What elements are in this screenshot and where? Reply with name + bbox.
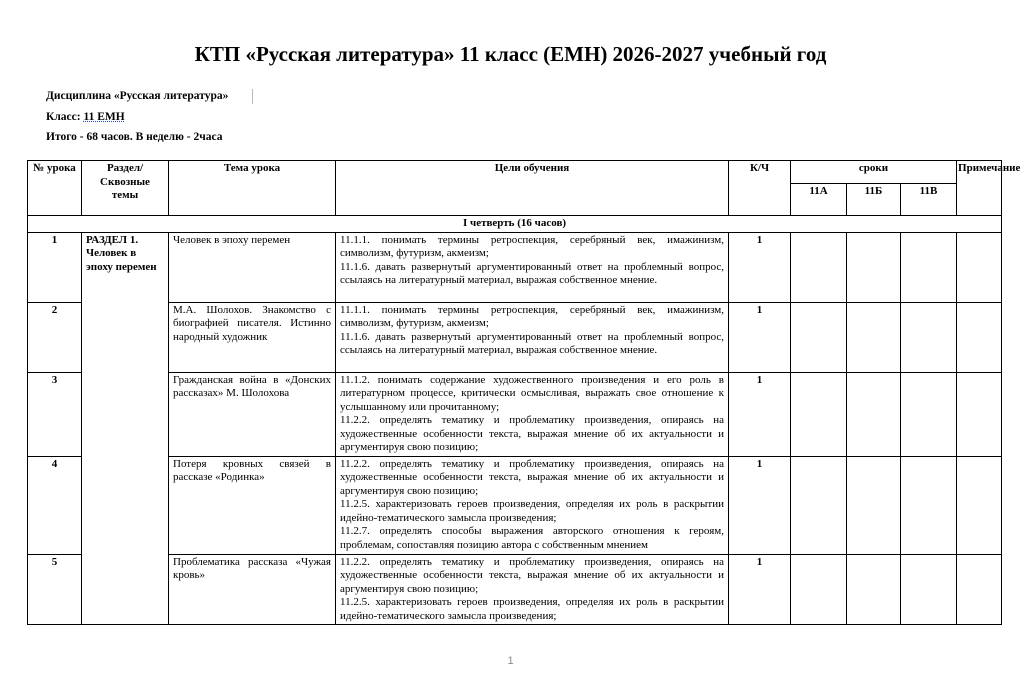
class-value: 11 ЕМН	[83, 111, 125, 123]
goal-item: 11.1.1. понимать термины ретроспекция, серебряный век, имажинизм, символизм, футуризм, акмеизм;	[340, 233, 724, 259]
lesson-topic: Проблематика рассказа «Чужая кровь»	[169, 554, 336, 625]
lesson-topic: М.А. Шолохов. Знакомство с биографией писателя. Истинно народный художник	[169, 302, 336, 372]
header-num: № урока	[28, 161, 82, 216]
lesson-goals	[336, 232, 729, 302]
date-cell-a[interactable]	[791, 302, 847, 372]
total-hours-line: Итого - 68 часов. В неделю - 2часа	[46, 131, 223, 143]
table-row	[28, 302, 1002, 372]
lesson-goals	[336, 372, 729, 456]
header-date-b: 11Б	[847, 184, 901, 216]
quarter-label: I четверть (16 часов)	[28, 216, 1002, 233]
lesson-goals	[336, 302, 729, 372]
notes-cell[interactable]	[957, 456, 1002, 554]
class-line	[46, 111, 125, 123]
date-cell-b[interactable]	[847, 232, 901, 302]
date-cell-a[interactable]	[791, 232, 847, 302]
date-cell-c[interactable]	[901, 302, 957, 372]
lesson-number: 5	[28, 554, 82, 625]
header-section: Раздел/ Сквозные темы	[82, 161, 169, 216]
lesson-number: 4	[28, 456, 82, 554]
header-notes-text: Примечание	[958, 162, 1021, 174]
table-row	[28, 372, 1002, 456]
date-cell-a[interactable]	[791, 554, 847, 625]
lesson-hours: 1	[729, 372, 791, 456]
document-title: КТП «Русская литература» 11 класс (ЕМН) 2026-2027 учебный год	[194, 42, 827, 66]
header-goals: Цели обучения	[336, 161, 729, 216]
goal-item: 11.2.2. определять тематику и проблематику произведения, опираясь на художественные особенности текста, выражая мнение об их актуальности и аргументируя свою позицию;	[340, 414, 724, 453]
text-cursor	[252, 89, 253, 104]
page-number: 1	[507, 655, 514, 667]
notes-cell[interactable]	[957, 372, 1002, 456]
goal-item: 11.2.5. характеризовать героев произведения, определяя их роль в раскрытии идейно-тематического замысла произведения;	[340, 596, 724, 622]
class-label: Класс:	[46, 111, 84, 123]
notes-cell[interactable]	[957, 554, 1002, 625]
date-cell-b[interactable]	[847, 554, 901, 625]
lesson-goals	[336, 554, 729, 625]
date-cell-a[interactable]	[791, 456, 847, 554]
date-cell-c[interactable]	[901, 372, 957, 456]
header-topic: Тема урока	[169, 161, 336, 216]
table-row	[28, 232, 1002, 302]
quarter-row	[28, 216, 1002, 233]
lesson-hours: 1	[729, 232, 791, 302]
date-cell-b[interactable]	[847, 456, 901, 554]
lesson-number: 3	[28, 372, 82, 456]
header-date-c: 11В	[901, 184, 957, 216]
header-row	[28, 161, 1002, 184]
date-cell-c[interactable]	[901, 232, 957, 302]
lesson-plan-table	[27, 160, 1021, 625]
lesson-number: 1	[28, 232, 82, 302]
lesson-topic: Гражданская война в «Донских рассказах» М. Шолохова	[169, 372, 336, 456]
date-cell-a[interactable]	[791, 372, 847, 456]
goal-item: 11.2.7. определять способы выражения авторского отношения к героям, проблемам, сопоставляя позицию автора с собственным мнением	[340, 525, 724, 551]
goal-item: 11.2.2. определять тематику и проблематику произведения, опираясь на художественные особенности текста, выражая мнение об их актуальности и аргументируя свою позицию;	[340, 555, 724, 595]
date-cell-c[interactable]	[901, 456, 957, 554]
goal-item: 11.1.6. давать развернутый аргументированный ответ на проблемный вопрос, ссылаясь на литературный материал, выражая собственное мнение.	[340, 260, 724, 286]
lesson-hours: 1	[729, 554, 791, 625]
header-hours: К/Ч	[729, 161, 791, 216]
goal-item: 11.1.1. понимать термины ретроспекция, серебряный век, имажинизм, символизм, футуризм, акмеизм;	[340, 303, 724, 329]
table-row	[28, 456, 1002, 554]
header-notes	[957, 161, 1021, 216]
goal-item: 11.1.2. понимать содержание художественного произведения и его роль в литературном процессе, критически осмысливая, выражать свое отношение к услышанному или прочитанному;	[340, 373, 724, 413]
date-cell-b[interactable]	[847, 302, 901, 372]
notes-cell[interactable]	[957, 232, 1002, 302]
lesson-number: 2	[28, 302, 82, 372]
goal-item: 11.2.5. характеризовать героев произведения, определяя их роль в раскрытии идейно-тематического замысла произведения;	[340, 498, 724, 524]
header-date-a: 11А	[791, 184, 847, 216]
table-row	[28, 554, 1002, 625]
notes-cell[interactable]	[957, 302, 1002, 372]
section-cell: РАЗДЕЛ 1. Человек в эпоху перемен	[82, 232, 169, 625]
lesson-topic: Человек в эпоху перемен	[169, 232, 336, 302]
header-dates: сроки	[791, 161, 957, 184]
date-cell-b[interactable]	[847, 372, 901, 456]
goal-item: 11.2.2. определять тематику и проблематику произведения, опираясь на художественные особенности текста, выражая мнение об их актуальности и аргументируя свою позицию;	[340, 457, 724, 497]
date-cell-c[interactable]	[901, 554, 957, 625]
lesson-goals	[336, 456, 729, 554]
lesson-hours: 1	[729, 302, 791, 372]
goal-item: 11.1.6. давать развернутый аргументированный ответ на проблемный вопрос, ссылаясь на литературный материал, выражая собственное мнение.	[340, 330, 724, 356]
lesson-hours: 1	[729, 456, 791, 554]
discipline-line: Дисциплина «Русская литература»	[46, 90, 229, 102]
lesson-topic: Потеря кровных связей в рассказе «Родинка»	[169, 456, 336, 554]
